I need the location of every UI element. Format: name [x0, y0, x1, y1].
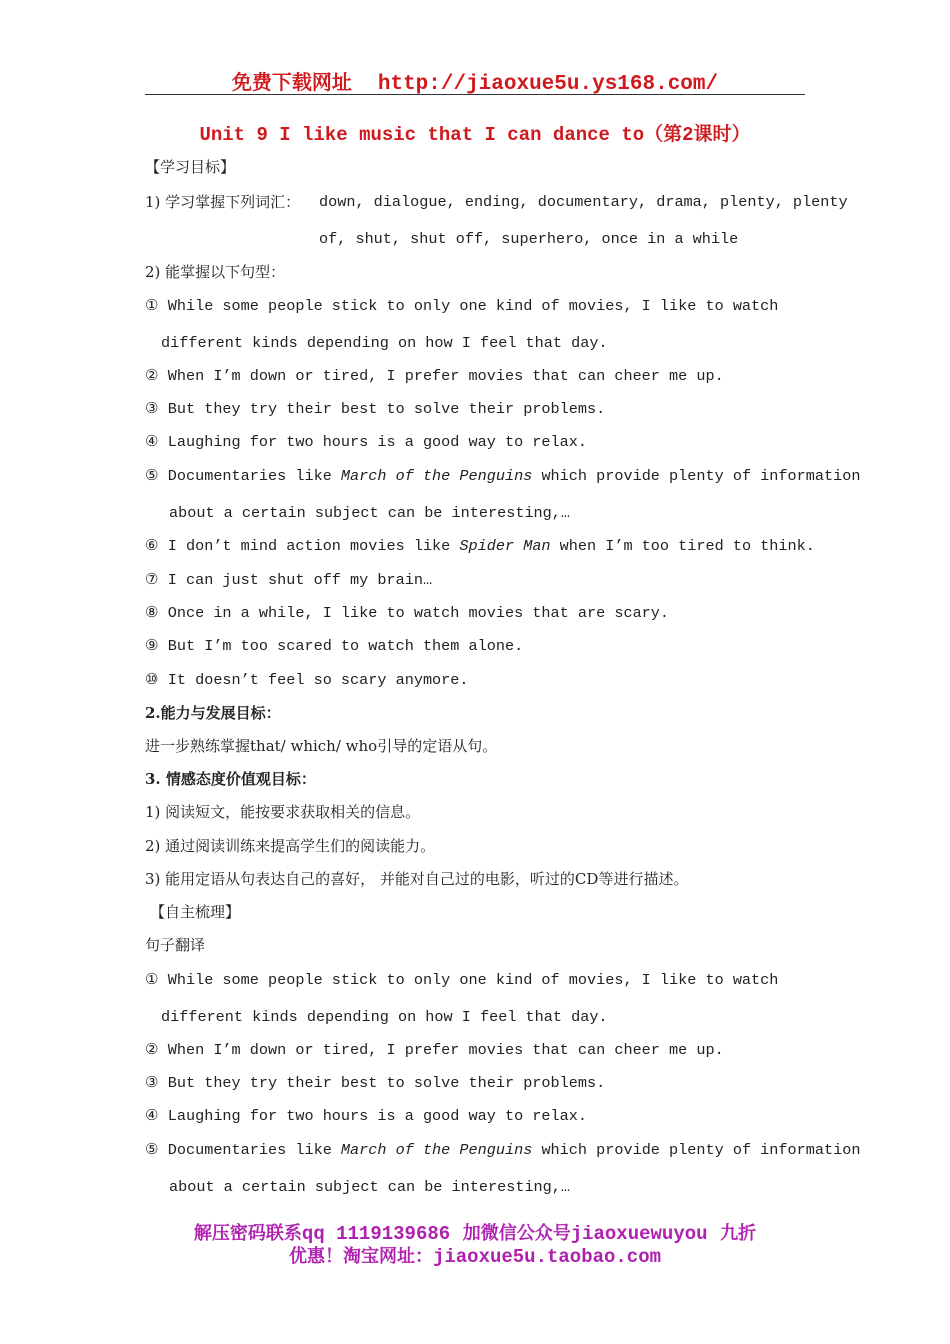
translate-4: ④ Laughing for two hours is a good way to relax.	[145, 1107, 587, 1125]
footer-taobao-link[interactable]: jiaoxue5u.taobao.com	[432, 1246, 662, 1268]
header	[0, 66, 950, 96]
translate-5: ⑤ Documentaries like March of the Penguins which provide plenty of information	[145, 1141, 861, 1159]
emotion-item-1: 1) 阅读短文，能按要求获取相关的信息。	[145, 803, 421, 821]
ability-text: 进一步熟练掌握that/ which/ who引导的定语从句。	[145, 737, 498, 755]
footer-line-1: 解压密码联系qq 1119139686 加微信公众号jiaoxuewuyou 九折	[193, 1223, 757, 1245]
page-title: Unit 9 I like music that I can dance to（第2课时）	[199, 124, 751, 146]
self-study-subheading: 句子翻译	[145, 936, 206, 954]
translate-1-cont: different kinds depending on how I feel that day.	[161, 1008, 608, 1026]
vocab-label: 1) 学习掌握下列词汇：	[145, 193, 301, 211]
translate-5-cont: about a certain subject can be interesting,…	[169, 1178, 571, 1196]
emotion-item-3: 3) 能用定语从句表达自己的喜好， 并能对自己过的电影，听过的CD等进行描述。	[145, 870, 689, 888]
pattern-label: 2) 能掌握以下句型：	[145, 263, 286, 281]
header-divider	[145, 94, 805, 95]
vocab-line-1: down, dialogue, ending, documentary, drama, plenty, plenty	[319, 193, 848, 211]
vocab-line-2: of, shut, shut off, superhero, once in a while	[319, 230, 739, 248]
self-study-heading: 【自主梳理】	[150, 903, 241, 921]
emotion-item-2: 2) 通过阅读训练来提高学生们的阅读能力。	[145, 837, 436, 855]
pattern-5-cont: about a certain subject can be interesting,…	[169, 504, 571, 522]
translate-2: ② When I’m down or tired, I prefer movies that can cheer me up.	[145, 1041, 724, 1059]
pattern-3: ③ But they try their best to solve their problems.	[145, 400, 606, 418]
pattern-6: ⑥ I don’t mind action movies like Spider Man when I’m too tired to think.	[145, 537, 815, 555]
footer-line-2: 优惠！淘宝网址：jiaoxue5u.taobao.com	[288, 1246, 662, 1268]
header-url-link[interactable]: http://jiaoxue5u.ys168.com/	[377, 73, 719, 96]
ability-heading: 2.能力与发展目标：	[145, 704, 281, 722]
pattern-7: ⑦ I can just shut off my brain…	[145, 571, 433, 589]
translate-3: ③ But they try their best to solve their problems.	[145, 1074, 606, 1092]
objectives-heading: 【学习目标】	[145, 158, 236, 176]
translate-1: ① While some people stick to only one kind of movies, I like to watch	[145, 971, 779, 989]
pattern-5: ⑤ Documentaries like March of the Penguins which provide plenty of information	[145, 467, 861, 485]
pattern-2: ② When I’m down or tired, I prefer movies that can cheer me up.	[145, 367, 724, 385]
emotion-heading: 3. 情感态度价值观目标：	[145, 770, 316, 788]
header-site-label: 免费下载网址	[231, 70, 352, 94]
pattern-1: ① While some people stick to only one kind of movies, I like to watch	[145, 297, 779, 315]
pattern-10: ⑩ It doesn’t feel so scary anymore.	[145, 671, 469, 689]
pattern-1-cont: different kinds depending on how I feel that day.	[161, 334, 608, 352]
pattern-4: ④ Laughing for two hours is a good way to relax.	[145, 433, 587, 451]
pattern-9: ⑨ But I’m too scared to watch them alone.	[145, 637, 524, 655]
pattern-8: ⑧ Once in a while, I like to watch movies that are scary.	[145, 604, 670, 622]
